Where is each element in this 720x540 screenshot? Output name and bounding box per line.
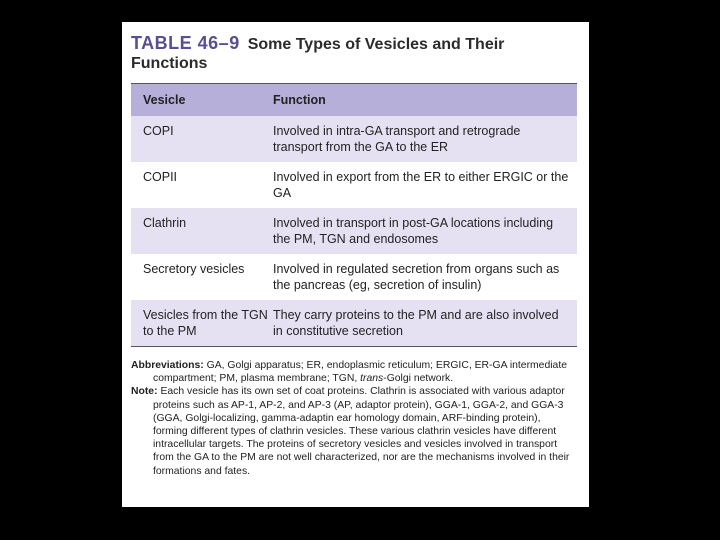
function-cell: Involved in transport in post-GA locations including the PM, TGN and endosomes <box>273 216 554 246</box>
vesicle-cell: Clathrin <box>143 216 187 230</box>
table-row <box>131 300 577 346</box>
general-note <box>131 385 577 477</box>
header-vesicle: Vesicle <box>143 93 186 107</box>
vesicle-table <box>131 83 577 347</box>
document-page <box>122 22 589 507</box>
note-label: Note: <box>131 386 158 398</box>
abbreviations-trans: trans <box>360 373 384 385</box>
function-cell: Involved in intra-GA transport and retrograde transport from the GA to the ER <box>273 124 521 154</box>
abbreviations-text-2: -Golgi network. <box>383 373 454 385</box>
table-header-row <box>131 84 577 116</box>
abbreviations-label: Abbreviations: <box>131 360 204 371</box>
vesicle-cell: Vesicles from the TGN to the PM <box>143 308 268 338</box>
note-text: Each vesicle has its own set of coat proteins. Clathrin is associated with various adaptor proteins such as AP-1, AP-2, and AP-3 (AP, adaptor protein), GGA-1, GGA-2, and GGA-3 (GGA, Golgi-localizing, gamma-adaptin ear homology domain, ARF-binding protein), forming different types of clathrin vesicles. These various clathrin vesicles have different intracellular targets. The proteins of secretory vesicles and vesicles involved in transport from the GA to the PM are not well characterized, nor are the mechanisms involved in their formations and fates. <box>153 386 570 477</box>
table-title-text: Some Types of Vesicles and Their Functions <box>131 36 505 72</box>
table-footnotes <box>131 359 577 478</box>
table-title <box>131 34 581 73</box>
abbreviations-text-1: GA, Golgi apparatus; ER, endoplasmic reticulum; ERGIC, ER-GA intermediate compartment; PM, plasma membrane; TGN, <box>153 360 567 385</box>
table-row <box>131 116 577 162</box>
table-row <box>131 208 577 254</box>
table-row <box>131 162 577 208</box>
table-row <box>131 254 577 300</box>
vesicle-cell: COPII <box>143 170 178 184</box>
function-cell: They carry proteins to the PM and are also involved in constitutive secretion <box>273 308 559 338</box>
vesicle-cell: Secretory vesicles <box>143 262 245 276</box>
abbreviations-note <box>131 359 577 385</box>
function-cell: Involved in regulated secretion from organs such as the pancreas (eg, secretion of insulin) <box>273 262 560 292</box>
table-number: TABLE 46–9 <box>131 33 240 53</box>
header-function: Function <box>273 93 326 107</box>
vesicle-cell: COPI <box>143 124 174 138</box>
function-cell: Involved in export from the ER to either ERGIC or the GA <box>273 170 569 200</box>
